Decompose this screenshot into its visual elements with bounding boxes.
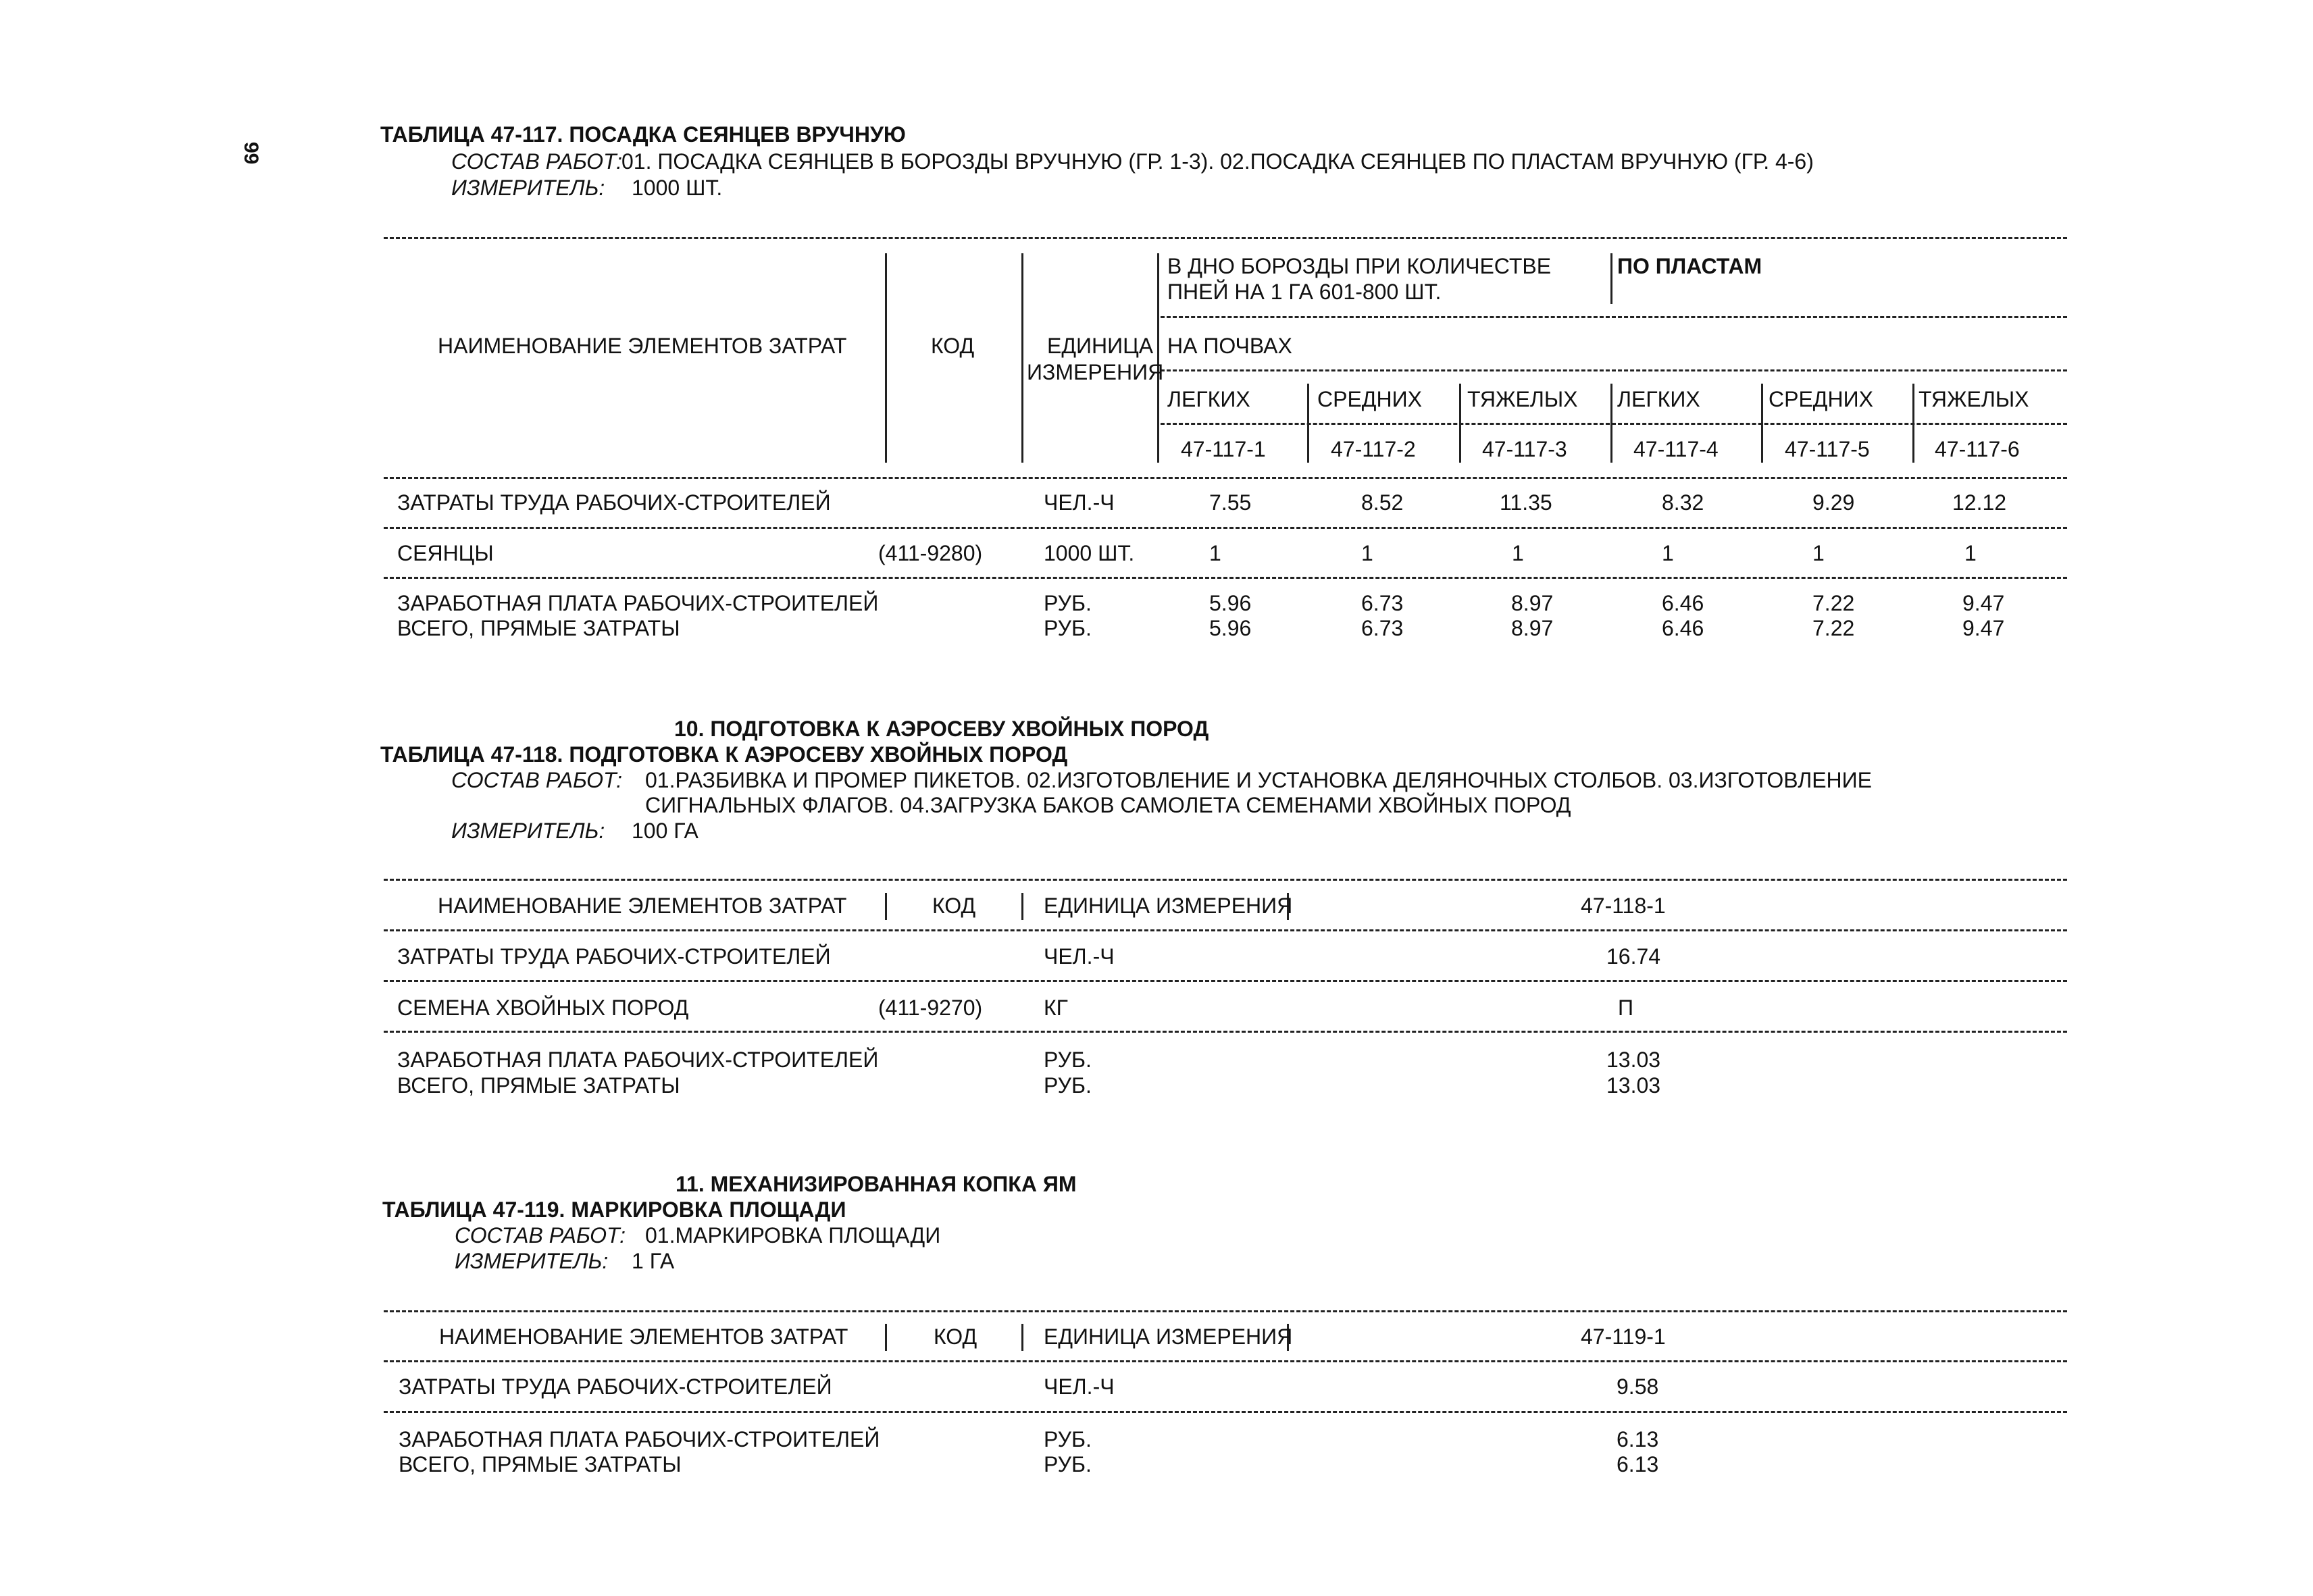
row-name: ЗАРАБОТНАЯ ПЛАТА РАБОЧИХ-СТРОИТЕЛЕЙ [397,1048,879,1072]
row-unit: РУБ. [1044,1073,1092,1098]
row-value: 8.32 [1662,490,1704,515]
row-name: ВСЕГО, ПРЯМЫЕ ЗАТРАТЫ [399,1452,682,1476]
row-name: ЗАТРАТЫ ТРУДА РАБОЧИХ-СТРОИТЕЛЕЙ [397,490,831,515]
row-value: 13.03 [1606,1073,1661,1098]
header-code: КОД [934,1324,977,1349]
row-name: ЗАТРАТЫ ТРУДА РАБОЧИХ-СТРОИТЕЛЕЙ [399,1374,832,1399]
row-unit: РУБ. [1044,591,1092,615]
composition-label: СОСТАВ РАБОТ: [451,149,623,174]
row-value: 5.96 [1209,616,1252,640]
row-unit: ЧЕЛ.-Ч [1044,490,1115,515]
row-code: (411-9270) [878,996,983,1020]
header-unit: ЕДИНИЦА [1047,334,1154,358]
header-name: НАИМЕНОВАНИЕ ЭЛЕМЕНТОВ ЗАТРАТ [438,334,847,358]
measure-label: ИЗМЕРИТЕЛЬ: [455,1249,609,1273]
table-rule [384,929,2067,931]
column-divider [885,253,887,463]
column-code: 47-117-1 [1181,437,1266,461]
column-divider [1021,253,1023,463]
composition-text: СИГНАЛЬНЫХ ФЛАГОВ. 04.ЗАГРУЗКА БАКОВ САМОЛЕТА СЕМЕНАМИ ХВОЙНЫХ ПОРОД [645,793,1571,817]
row-value: 9.58 [1617,1374,1659,1399]
row-value: 11.35 [1500,490,1552,515]
row-value: 9.29 [1812,490,1855,515]
row-value: 6.13 [1617,1452,1659,1476]
header-code: КОД [931,334,975,358]
composition-text: 01.РАЗБИВКА И ПРОМЕР ПИКЕТОВ. 02.ИЗГОТОВЛЕНИЕ И УСТАНОВКА ДЕЛЯНОЧНЫХ СТОЛБОВ. 03.ИЗГОТОВЛЕНИЕ [645,768,1872,792]
soil-label: ЛЕГКИХ [1617,387,1700,411]
column-code: 47-117-6 [1935,437,2020,461]
row-value: 7.22 [1812,591,1855,615]
row-unit: ЧЕЛ.-Ч [1044,944,1115,969]
measure-value: 100 ГА [632,819,698,843]
row-value: 16.74 [1606,944,1661,969]
table-rule [384,1411,2067,1413]
table-rule [384,1310,2067,1312]
header-unit: ЕДИНИЦА ИЗМЕРЕНИЯ [1044,894,1293,918]
row-value: 1 [1361,541,1373,565]
header-group-soils: НА ПОЧВАХ [1167,334,1292,358]
row-value: 6.46 [1662,591,1704,615]
row-unit: РУБ. [1044,1452,1092,1476]
row-value: 1 [1512,541,1524,565]
row-unit: ЧЕЛ.-Ч [1044,1374,1115,1399]
row-name: ЗАТРАТЫ ТРУДА РАБОЧИХ-СТРОИТЕЛЕЙ [397,944,831,969]
soil-label: СРЕДНИХ [1769,387,1873,411]
column-divider [1021,1324,1023,1351]
table-47-118-title: ТАБЛИЦА 47-118. ПОДГОТОВКА К АЭРОСЕВУ ХВОЙНЫХ ПОРОД [380,742,1068,767]
section-10-heading: 10. ПОДГОТОВКА К АЭРОСЕВУ ХВОЙНЫХ ПОРОД [674,717,1209,741]
header-name: НАИМЕНОВАНИЕ ЭЛЕМЕНТОВ ЗАТРАТ [439,1324,848,1349]
row-value: П [1618,996,1633,1020]
row-value: 9.47 [1962,591,2005,615]
row-name: СЕЯНЦЫ [397,541,494,565]
column-divider [1021,893,1023,920]
header-rule [1161,316,2067,318]
soil-label: СРЕДНИХ [1317,387,1422,411]
row-value: 7.55 [1209,490,1252,515]
table-47-119-title: ТАБЛИЦА 47-119. МАРКИРОВКА ПЛОЩАДИ [382,1198,846,1222]
header-code: КОД [932,894,976,918]
row-unit: КГ [1044,996,1068,1020]
header-group-furrow: ПНЕЙ НА 1 ГА 601-800 ШТ. [1167,280,1442,304]
row-value: 6.46 [1662,616,1704,640]
row-value: 1 [1812,541,1825,565]
row-value: 12.12 [1952,490,2007,515]
row-value: 5.96 [1209,591,1252,615]
row-name: ВСЕГО, ПРЯМЫЕ ЗАТРАТЫ [397,616,680,640]
table-rule [384,980,2067,982]
measure-value: 1000 ШТ. [632,176,723,200]
table-rule [384,1031,2067,1033]
row-unit: РУБ. [1044,1427,1092,1451]
soil-label: ТЯЖЕЛЫХ [1918,387,2029,411]
row-value: 1 [1662,541,1674,565]
row-value: 7.22 [1812,616,1855,640]
composition-label: СОСТАВ РАБОТ: [455,1223,626,1247]
soil-label: ЛЕГКИХ [1167,387,1250,411]
composition-text: 01. ПОСАДКА СЕЯНЦЕВ В БОРОЗДЫ ВРУЧНУЮ (ГР. 1-3). 02.ПОСАДКА СЕЯНЦЕВ ПО ПЛАСТАМ ВРУЧНУЮ (ГР. 4-6) [621,149,1814,174]
header-rule [1161,423,2067,425]
header-group-layers: ПО ПЛАСТАМ [1617,254,1762,278]
header-unit: ЕДИНИЦА ИЗМЕРЕНИЯ [1044,1324,1293,1349]
row-value: 8.52 [1361,490,1404,515]
column-code: 47-117-5 [1785,437,1870,461]
measure-label: ИЗМЕРИТЕЛЬ: [451,819,605,843]
page-number: 99 [240,142,262,165]
table-rule [384,1360,2067,1362]
row-unit: 1000 ШТ. [1044,541,1135,565]
header-rule [1161,369,2067,371]
row-code: (411-9280) [878,541,983,565]
table-rule [384,477,2067,479]
table-rule [384,577,2067,579]
composition-label: СОСТАВ РАБОТ: [451,768,623,792]
row-value: 9.47 [1962,616,2005,640]
column-divider [1157,253,1159,463]
column-divider [885,893,887,920]
row-name: СЕМЕНА ХВОЙНЫХ ПОРОД [397,996,689,1020]
soil-label: ТЯЖЕЛЫХ [1467,387,1578,411]
row-value: 6.13 [1617,1427,1659,1451]
row-unit: РУБ. [1044,1048,1092,1072]
header-name: НАИМЕНОВАНИЕ ЭЛЕМЕНТОВ ЗАТРАТ [438,894,847,918]
row-value: 1 [1964,541,1977,565]
composition-text: 01.МАРКИРОВКА ПЛОЩАДИ [645,1223,941,1247]
section-11-heading: 11. МЕХАНИЗИРОВАННАЯ КОПКА ЯМ [676,1172,1077,1196]
measure-label: ИЗМЕРИТЕЛЬ: [451,176,605,200]
header-unit: ИЗМЕРЕНИЯ [1027,360,1164,384]
table-47-117-title: ТАБЛИЦА 47-117. ПОСАДКА СЕЯНЦЕВ ВРУЧНУЮ [380,122,906,147]
table-rule [384,527,2067,529]
table-rule [384,879,2067,881]
row-value: 8.97 [1511,616,1554,640]
header-group-furrow: В ДНО БОРОЗДЫ ПРИ КОЛИЧЕСТВЕ [1167,254,1552,278]
row-value: 6.73 [1361,591,1404,615]
measure-value: 1 ГА [632,1249,675,1273]
row-value: 13.03 [1606,1048,1661,1072]
column-code: 47-119-1 [1581,1324,1666,1349]
row-name: ВСЕГО, ПРЯМЫЕ ЗАТРАТЫ [397,1073,680,1098]
table-rule [384,237,2067,239]
row-name: ЗАРАБОТНАЯ ПЛАТА РАБОЧИХ-СТРОИТЕЛЕЙ [399,1427,880,1451]
row-value: 1 [1209,541,1221,565]
row-unit: РУБ. [1044,616,1092,640]
column-divider [885,1324,887,1351]
column-divider [1610,253,1612,304]
row-value: 6.73 [1361,616,1404,640]
column-code: 47-117-2 [1331,437,1416,461]
column-code: 47-117-3 [1482,437,1567,461]
row-value: 8.97 [1511,591,1554,615]
row-name: ЗАРАБОТНАЯ ПЛАТА РАБОЧИХ-СТРОИТЕЛЕЙ [397,591,879,615]
column-code: 47-118-1 [1581,894,1666,918]
column-code: 47-117-4 [1633,437,1719,461]
